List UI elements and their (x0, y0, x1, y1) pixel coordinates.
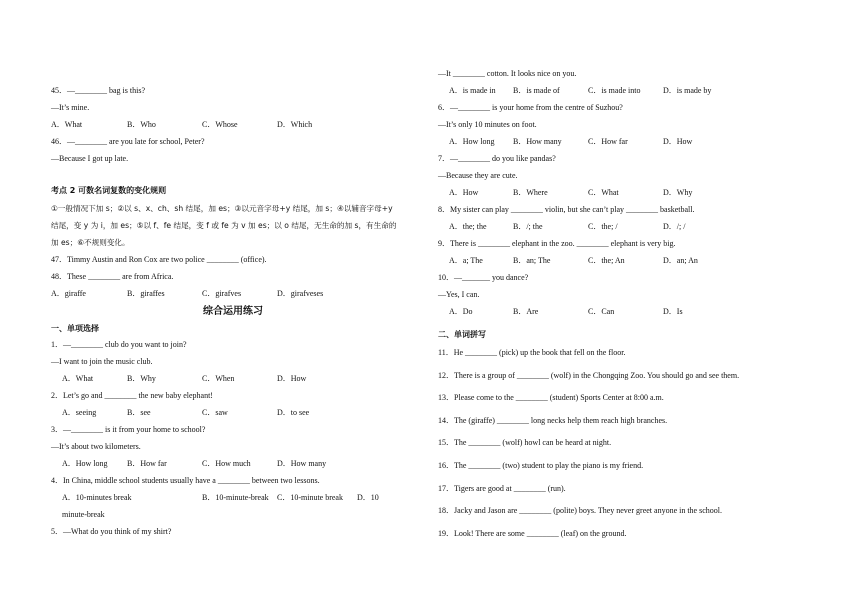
q10-option-d: D．Is (663, 307, 683, 316)
spelling-item: 11．He ________ (pick) up the book that fell on the floor. (438, 348, 626, 357)
q3-option-a: A．How long (62, 459, 108, 468)
q6-option-d: D．How (663, 137, 693, 146)
q7-option-c: C．What (588, 188, 619, 197)
q48-option-b: B．giraffes (127, 289, 165, 298)
practice-title: 综合运用练习 (203, 306, 263, 317)
q4-stem: 4．In China, middle school students usually have a ________ between two lessons. (51, 476, 320, 485)
q9-option-d: D．an; An (663, 256, 698, 265)
q1-stem: 1．—________ club do you want to join? (51, 340, 187, 349)
q3-option-b: B．How far (127, 459, 167, 468)
spelling-item: 13．Please come to the ________ (student) Sports Center at 8:00 a.m. (438, 393, 664, 402)
q48-option-c: C．girafves (202, 289, 242, 298)
q3-reply: —It’s about two kilometers. (51, 442, 141, 451)
q45-reply: —It’s mine. (51, 103, 90, 112)
q2-option-c: C．saw (202, 408, 228, 417)
q2-option-a: A．seeing (62, 408, 97, 417)
q2-option-b: B．see (127, 408, 151, 417)
q8-option-b: B．/; the (513, 222, 543, 231)
q6-option-b: B．How many (513, 137, 562, 146)
q7-option-a: A．How (449, 188, 479, 197)
q8-option-a: A．the; the (449, 222, 487, 231)
q10-option-c: C．Can (588, 307, 615, 316)
q47-stem: 47．Timmy Austin and Ron Cox are two police ________ (office). (51, 255, 267, 264)
q6-stem: 6．—________ is your home from the centre of Suzhou? (438, 103, 623, 112)
q7-stem: 7．—________ do you like pandas? (438, 154, 556, 163)
q48-option-a: A．giraffe (51, 289, 86, 298)
part1-title: 一、单项选择 (51, 324, 99, 333)
q45-stem: 45．—________ bag is this? (51, 86, 145, 95)
q4-option-b: B．10-minute-break (202, 493, 269, 502)
q10-stem: 10．—_______ you dance? (438, 273, 529, 282)
q1-reply: —I want to join the music club. (51, 357, 153, 366)
q3-option-d: D．How many (277, 459, 327, 468)
q45-option-c: C．Whose (202, 120, 238, 129)
rules-line-2: 结尾，变 y 为 i，加 es；⑤以 f、fe 结尾，变 f 或 fe 为 v 加 es；以 o 结尾，无生命的加 s，有生命的 (51, 221, 397, 230)
q8-option-d: D．/; / (663, 222, 686, 231)
q6-reply: —It’s only 10 minutes on foot. (438, 120, 537, 129)
q3-option-c: C．How much (202, 459, 251, 468)
q9-option-c: C．the; An (588, 256, 625, 265)
q10-option-b: B．Are (513, 307, 539, 316)
q46-reply: —Because I got up late. (51, 154, 129, 163)
q9-option-b: B．an; The (513, 256, 551, 265)
q9-stem: 9．There is ________ elephant in the zoo. ________ elephant is very big. (438, 239, 676, 248)
rules-line-1: ①一般情况下加 s；②以 s、x、ch、sh 结尾，加 es；③以元音字母+y 结尾，加 s；④以辅音字母+y (51, 204, 393, 213)
spelling-item: 18．Jacky and Jason are ________ (polite) boys. They never greet anyone in the school. (438, 506, 722, 515)
spelling-item: 19．Look! There are some ________ (leaf) on the ground. (438, 529, 627, 538)
rules-line-3: 加 es；⑥不规则变化。 (51, 238, 130, 247)
q1-option-c: C．When (202, 374, 235, 383)
spelling-item: 12．There is a group of ________ (wolf) in the Chongqing Zoo. You should go and see them. (438, 371, 740, 380)
q2-stem: 2．Let’s go and ________ the new baby elephant! (51, 391, 213, 400)
q8-option-c: C．the; / (588, 222, 618, 231)
q1-option-a: A．What (62, 374, 94, 383)
q7-option-d: D．Why (663, 188, 693, 197)
q48-option-d: D．girafveses (277, 289, 324, 298)
q5-option-b: B．is made of (513, 86, 560, 95)
q45-option-d: D．Which (277, 120, 313, 129)
q9-option-a: A．a; The (449, 256, 483, 265)
q2-option-d: D．to see (277, 408, 310, 417)
q4-option-wrap: minute-break (62, 510, 105, 519)
q45-option-b: B．Who (127, 120, 156, 129)
q7-reply: —Because they are cute. (438, 171, 518, 180)
q4-option-c: C．10-minute break (277, 493, 343, 502)
q3-stem: 3．—________ is it from your home to school? (51, 425, 206, 434)
q5-reply: —It ________ cotton. It looks nice on you. (438, 69, 577, 78)
q48-stem: 48．These ________ are from Africa. (51, 272, 174, 281)
q5-option-d: D．is made by (663, 86, 712, 95)
q6-option-a: A．How long (449, 137, 495, 146)
spelling-item: 17．Tigers are good at ________ (run). (438, 484, 566, 493)
part2-title: 二、单词拼写 (438, 330, 486, 339)
q7-option-b: B．Where (513, 188, 548, 197)
q6-option-c: C．How far (588, 137, 628, 146)
q10-reply: —Yes, I can. (438, 290, 480, 299)
q5-option-a: A．is made in (449, 86, 496, 95)
q45-option-a: A．What (51, 120, 83, 129)
spelling-item: 16．The ________ (two) student to play the piano is my friend. (438, 461, 644, 470)
spelling-item: 14．The (giraffe) ________ long necks help them reach high branches. (438, 416, 668, 425)
section2-title: 考点 2 可数名词复数的变化规则 (51, 186, 167, 195)
q1-option-d: D．How (277, 374, 307, 383)
q5-option-c: C．is made into (588, 86, 641, 95)
q10-option-a: A．Do (449, 307, 473, 316)
q4-option-a: A．10-minutes break (62, 493, 132, 502)
q8-stem: 8．My sister can play ________ violin, but she can’t play ________ basketball. (438, 205, 695, 214)
q46-stem: 46．—________ are you late for school, Peter? (51, 137, 205, 146)
q5-stem: 5．—What do you think of my shirt? (51, 527, 172, 536)
spelling-item: 15．The ________ (wolf) howl can be heard at night. (438, 438, 612, 447)
q1-option-b: B．Why (127, 374, 156, 383)
q4-option-d: D．10 (357, 493, 379, 502)
